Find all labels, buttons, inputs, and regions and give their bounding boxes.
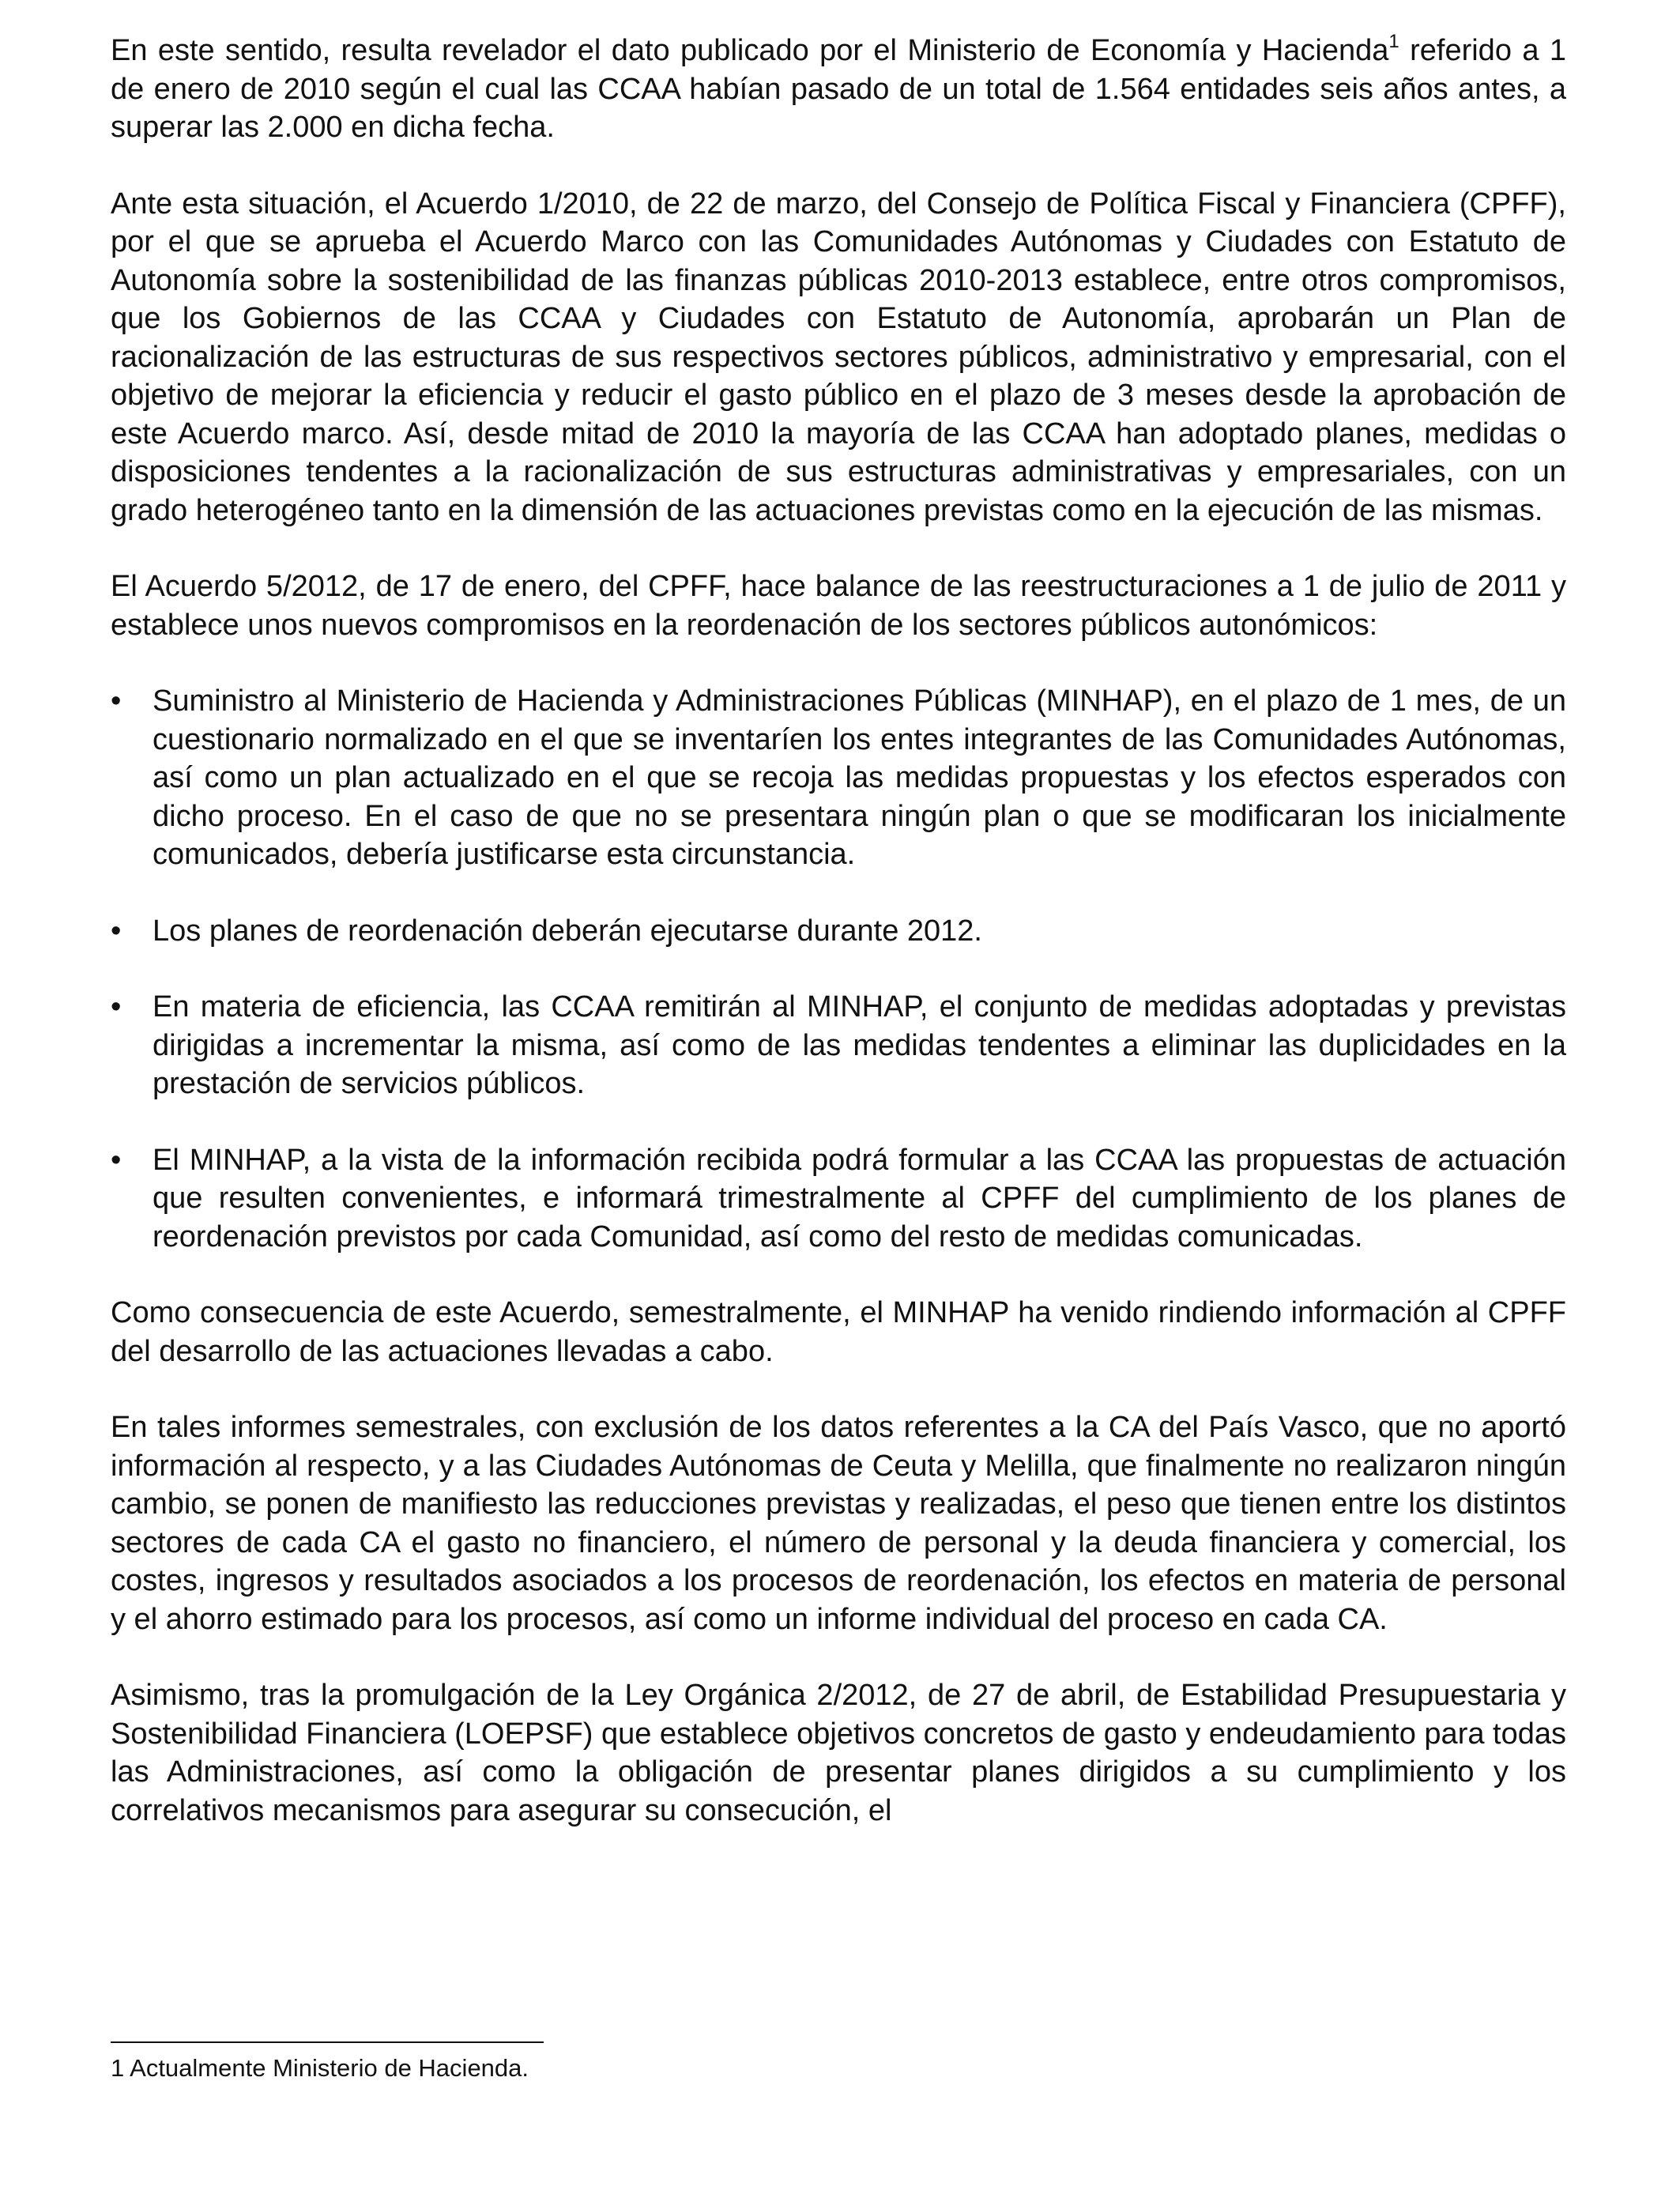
list-item [111, 988, 1566, 1103]
list-item-text: En materia de eficiencia, las CCAA remitirán al MINHAP, el conjunto de medidas adoptadas y previstas dirigidas a incrementar la misma, así como de las medidas tendentes a eliminar las duplicidades en la prestación de servicios públicos. [153, 990, 1566, 1100]
bullet-icon: • [111, 990, 122, 1023]
paragraph-intro [111, 32, 1566, 147]
document-page [111, 32, 1566, 1868]
list-item-text: El MINHAP, a la vista de la información recibida podrá formular a las CCAA las propuestas de actuación que resulten convenientes, e informará trimestralmente al CPFF del cumplimiento de los planes de reordenación previstos por cada Comunidad, así como del resto de medidas comunicadas. [153, 1143, 1566, 1253]
footnote-reference[interactable]: 1 [1388, 31, 1399, 52]
list-item [111, 1141, 1566, 1257]
list-item-text: Los planes de reordenación deberán ejecutarse durante 2012. [153, 914, 982, 948]
bullet-icon: • [111, 1143, 122, 1177]
paragraph-intro-text: En este sentido, resulta revelador el dato publicado por el Ministerio de Economía y Hacienda [111, 34, 1389, 67]
list-item [111, 912, 1566, 951]
paragraph-acuerdo-2010: Ante esta situación, el Acuerdo 1/2010, de 22 de marzo, del Consejo de Política Fiscal y Financiera (CPFF), por el que se aprueba el Acuerdo Marco con las Comunidades Autónomas y Ciudades con Estatuto de Autonomía sobre la sostenibilidad de las finanzas públicas 2010-2013 establece, entre otros compromisos, que los Gobiernos de las CCAA y Ciudades con Estatuto de Autonomía, aprobarán un Plan de racionalización de las estructuras de sus respectivos sectores públicos, administrativo y empresarial, con el objetivo de mejorar la eficiencia y reducir el gasto público en el plazo de 3 meses desde la aprobación de este Acuerdo marco. Así, desde mitad de 2010 la mayoría de las CCAA han adoptado planes, medidas o disposiciones tendentes a la racionalización de sus estructuras administrativas y empresariales, con un grado heterogéneo tanto en la dimensión de las actuaciones previstas como en la ejecución de las mismas. [111, 187, 1566, 527]
paragraph-informes: En tales informes semestrales, con exclusión de los datos referentes a la CA del País Vasco, que no aportó información al respecto, y a las Ciudades Autónomas de Ceuta y Melilla, que finalmente no realizaron ningún cambio, se ponen de manifiesto las reducciones previstas y realizadas, el peso que tienen entre los distintos sectores de cada CA el gasto no financiero, el número de personal y la deuda financiera y comercial, los costes, ingresos y resultados asociados a los procesos de reordenación, los efectos en materia de personal y el ahorro estimado para los procesos, así como un informe individual del proceso en cada CA. [111, 1411, 1566, 1636]
paragraph-consecuencia: Como consecuencia de este Acuerdo, semestralmente, el MINHAP ha venido rindiendo información al CPFF del desarrollo de las actuaciones llevadas a cabo. [111, 1296, 1566, 1368]
footnote-text: 1 Actualmente Ministerio de Hacienda. [111, 2054, 529, 2082]
bullet-icon: • [111, 684, 122, 718]
paragraph-acuerdo-2012: El Acuerdo 5/2012, de 17 de enero, del CPFF, hace balance de las reestructuraciones a 1 de julio de 2011 y establece unos nuevos compromisos en la reordenación de los sectores públicos autonómicos: [111, 570, 1566, 642]
list-item-text: Suministro al Ministerio de Hacienda y Administraciones Públicas (MINHAP), en el plazo de 1 mes, de un cuestionario normalizado en el que se inventaríen los entes integrantes de las Comunidades Autónomas, así como un plan actualizado en el que se recoja las medidas propuestas y los efectos esperados con dicho proceso. En el caso de que no se presentara ningún plan o que se modificaran los inicialmente comunicados, debería justificarse esta circunstancia. [153, 684, 1566, 871]
footnote-divider [111, 2041, 544, 2043]
paragraph-intro-rest: referido a 1 de enero de 2010 según el cual las CCAA habían pasado de un total de 1.564 entidades seis años antes, a superar las 2.000 en dicha fecha. [111, 34, 1566, 144]
commitments-list [111, 682, 1566, 1256]
list-item [111, 682, 1566, 874]
paragraph-loepsf: Asimismo, tras la promulgación de la Ley Orgánica 2/2012, de 27 de abril, de Estabilidad Presupuestaria y Sostenibilidad Financiera (LOEPSF) que establece objetivos concretos de gasto y endeudamiento para todas las Administraciones, así como la obligación de presentar planes dirigidos a su cumplimiento y los correlativos mecanismos para asegurar su consecución, el [111, 1679, 1566, 1827]
bullet-icon: • [111, 914, 122, 948]
